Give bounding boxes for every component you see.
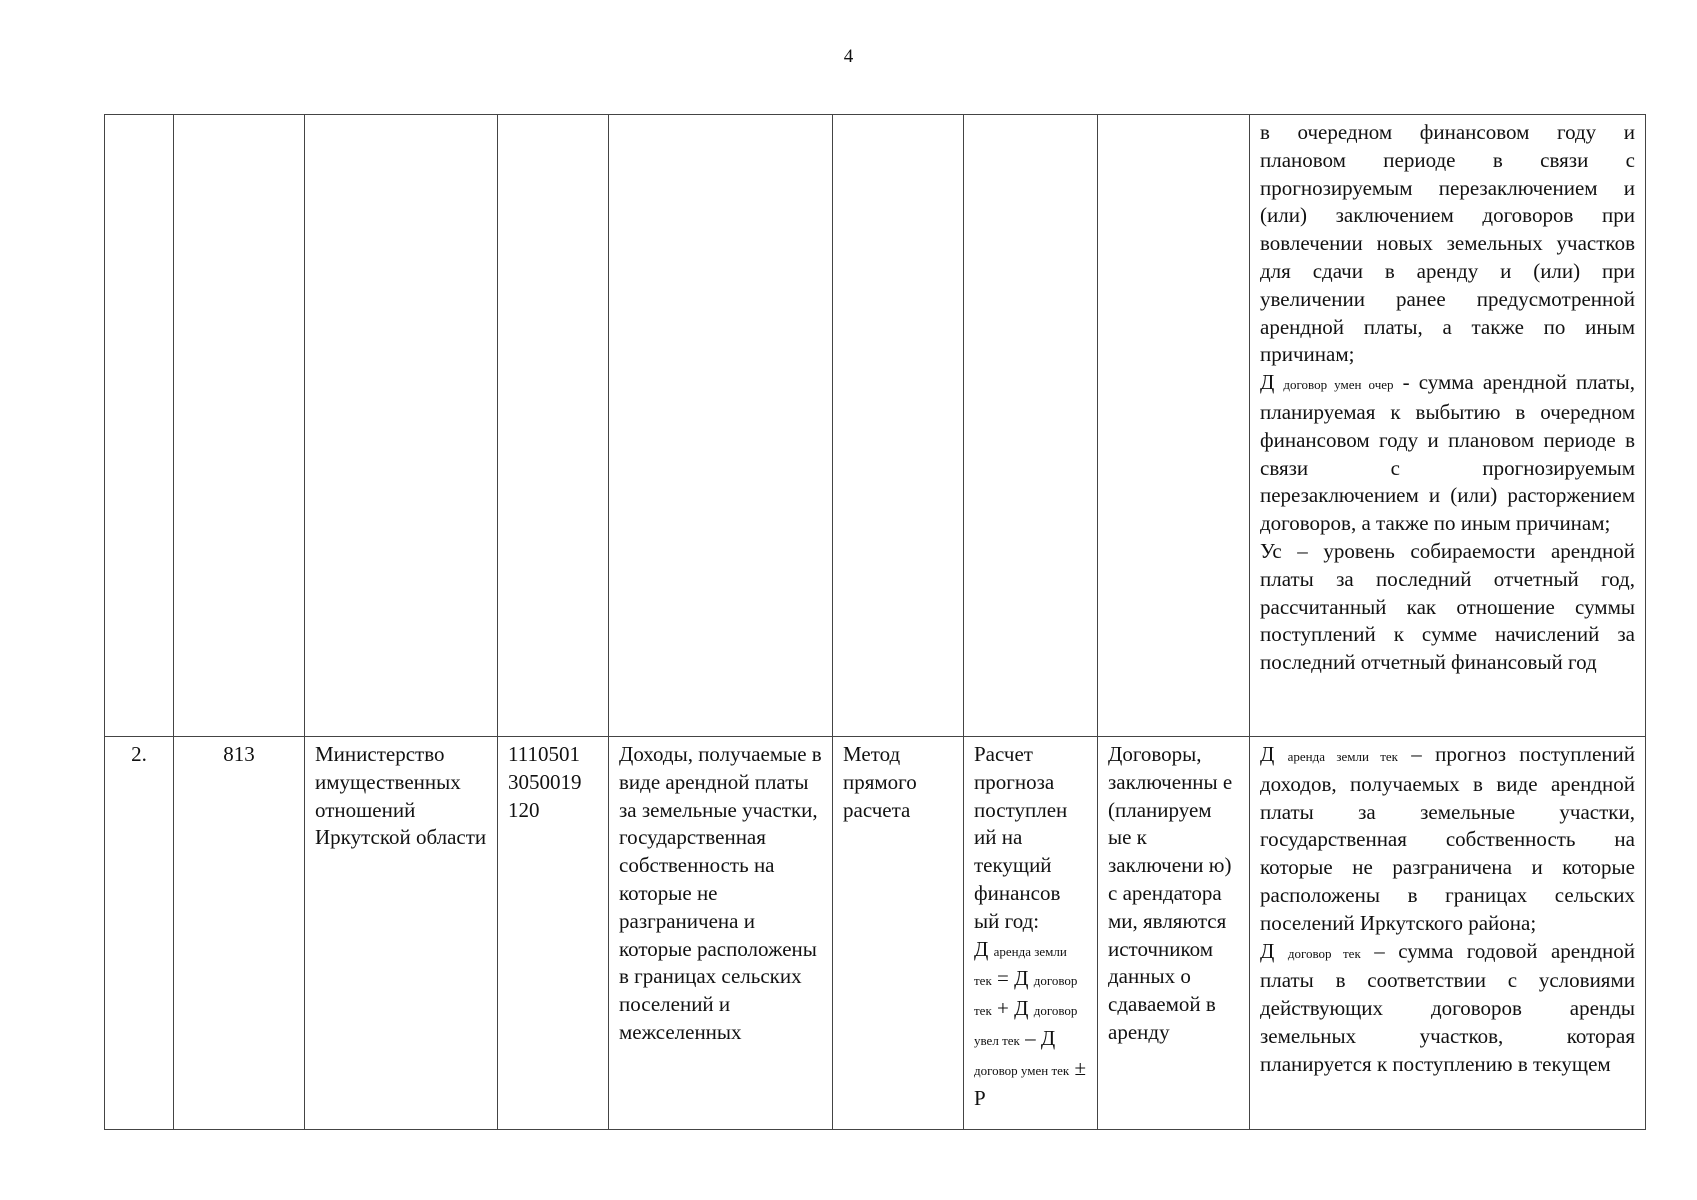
description-paragraph: Ус – уровень собираемости арендной платы за последний отчетный год, рассчитанный как отношение суммы поступлений к сумме начислений за последний отчетный финансовый год (1260, 538, 1635, 675)
definition-text: - сумма арендной платы, планируемая к выбытию в очередном финансовом году и плановом периоде в связи с прогнозируемым перезаключением и (или) расторжением договоров, а также по иным причинам; (1260, 370, 1635, 536)
cell-method (833, 115, 964, 737)
cell-num (105, 115, 174, 737)
cell-description (1250, 737, 1646, 1130)
symbol: Д (1260, 370, 1275, 395)
table-row-continuation (105, 115, 1646, 737)
description-paragraph (1260, 369, 1635, 538)
description-paragraph: Д договор тек – сумма годовой арендной платы в соответствии с условиями действующих договоров аренды земельных участков, которая планируется к поступлению в текущем (1260, 938, 1635, 1076)
cell-kbk: 1110501 3050019 120 (498, 737, 609, 1130)
cell-code: 813 (174, 737, 305, 1130)
cell-admin (305, 115, 498, 737)
cell-calc (964, 737, 1098, 1130)
cell-method: Метод прямого расчета (833, 737, 964, 1130)
description-paragraph: в очередном финансовом году и плановом периоде в связи с прогнозируемым перезаключением и (или) заключением договоров при вовлечении новых земельных участков для сдачи в аренду и (или) при увеличении ранее предусмотренной арендной платы, а также по иным причинам; (1260, 120, 1635, 367)
cell-num: 2. (105, 737, 174, 1130)
income-forecast-table (104, 114, 1646, 1130)
cell-source: Договоры, заключенны е (планируем ые к заключени ю) с арендатора ми, являются источником данных о сдаваемой в аренду (1098, 737, 1250, 1130)
description-paragraph: Д аренда земли тек – прогноз поступлений доходов, получаемых в виде арендной платы за земельные участки, государственная собственность на которые не разграничена и которые расположены в границах сельских поселений Иркутского района; (1260, 742, 1636, 935)
cell-kbk (498, 115, 609, 737)
cell-income: Доходы, получаемые в виде арендной платы за земельные участки, государственная собственность на которые не разграничена и которые расположены в границах сельских поселений и межселенных (609, 737, 833, 1130)
symbol-subscript: договор умен очер (1283, 377, 1394, 393)
page-number: 4 (843, 46, 854, 67)
cell-source (1098, 115, 1250, 737)
calc-intro: Расчет прогноза поступлен ий на текущий финансов ый год: (974, 742, 1068, 933)
table-row (105, 737, 1646, 1130)
cell-calc (964, 115, 1098, 737)
cell-admin: Министерство имущественных отношений Иркутской области (305, 737, 498, 1130)
formula: Д аренда земли тек = Д договор тек + Д договор увел тек – Д договор умен тек ± Р (974, 936, 1087, 1110)
cell-code (174, 115, 305, 737)
cell-income (609, 115, 833, 737)
cell-description (1250, 115, 1646, 737)
